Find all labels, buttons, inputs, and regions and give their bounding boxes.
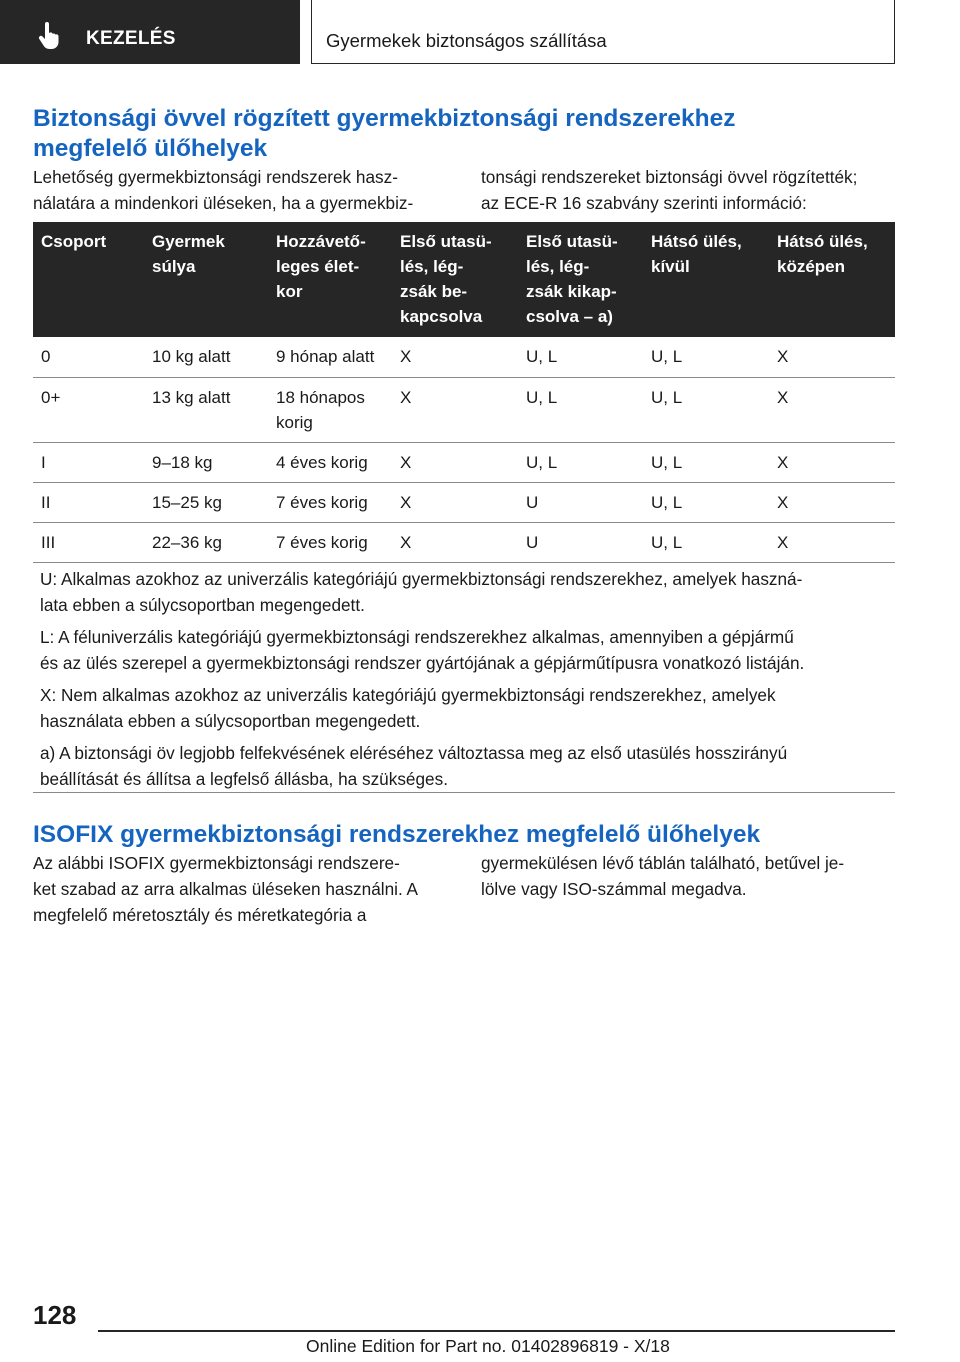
cell-front-airbag-on: X <box>392 377 518 442</box>
cell-front-airbag-on: X <box>392 522 518 562</box>
cell-front-airbag-off: U, L <box>518 442 643 482</box>
cell-weight: 10 kg alatt <box>144 337 268 377</box>
cell-front-airbag-on: X <box>392 482 518 522</box>
text-line: gyermekülésen lévő táblán található, betűvel je- <box>481 853 845 873</box>
table-row <box>33 337 895 377</box>
note-a: a) A biztonsági öv legjobb felfekvésének eléréséhez változtassa meg az első utasülés hosszirányú beállítását és állítsa a legfelső állásba, ha szükséges. <box>40 743 788 789</box>
divider <box>33 792 895 793</box>
text-line: ket szabad az arra alkalmas üléseken használni. A <box>33 879 419 899</box>
cell-rear-middle: X <box>769 377 895 442</box>
cell-group: 0 <box>33 337 144 377</box>
note-l: L: A féluniverzális kategóriájú gyermekbiztonsági rendszerekhez alkalmas, amennyiben a gépjármű és az ülés szerepel a gyermekbiztonsági rendszer gyártójának a gépjárműtípusra vonatkozó listáján. <box>40 627 805 673</box>
cell-age: 4 éves korig <box>268 442 392 482</box>
text-line: lölve vagy ISO-számmal megadva. <box>481 879 747 899</box>
cell-weight: 9–18 kg <box>144 442 268 482</box>
cell-age: 9 hónap alatt <box>268 337 392 377</box>
cell-front-airbag-on: X <box>392 442 518 482</box>
table-notes <box>40 566 890 798</box>
cell-age: 18 hónapos korig <box>268 377 392 442</box>
page-number: 128 <box>33 1300 77 1330</box>
edition-text: Online Edition for Part no. 01402896819 - X/18 <box>306 1336 670 1356</box>
cell-front-airbag-off: U, L <box>518 377 643 442</box>
cell-rear-outer: U, L <box>643 522 769 562</box>
cell-front-airbag-on: X <box>392 337 518 377</box>
hand-pointer-icon <box>38 22 62 50</box>
cell-front-airbag-off: U <box>518 482 643 522</box>
cell-front-airbag-off: U, L <box>518 337 643 377</box>
cell-group: II <box>33 482 144 522</box>
intro-text-left <box>33 164 413 216</box>
cell-group: 0+ <box>33 377 144 442</box>
seat-suitability-table <box>33 222 895 563</box>
text-line: nálatára a mindenkori üléseken, ha a gyermekbiz- <box>33 193 414 213</box>
cell-rear-outer: U, L <box>643 442 769 482</box>
cell-age: 7 éves korig <box>268 482 392 522</box>
section-tab <box>0 0 300 64</box>
text-line: tonsági rendszereket biztonsági övvel rögzítették; <box>481 167 858 187</box>
intro-text-right <box>481 164 857 216</box>
cell-rear-middle: X <box>769 482 895 522</box>
isofix-text-right <box>481 850 844 902</box>
heading-line: megfelelő ülőhelyek <box>33 135 268 162</box>
footer-divider <box>98 1330 895 1332</box>
cell-group: I <box>33 442 144 482</box>
cell-rear-outer: U, L <box>643 377 769 442</box>
cell-rear-outer: U, L <box>643 337 769 377</box>
text-line: megfelelő méretosztály és méretkategória a <box>33 905 367 925</box>
header-cell-age: Hozzávető- leges élet- kor <box>268 222 392 337</box>
section-heading-isofix <box>33 820 760 850</box>
section-heading-belt-seats <box>33 104 736 164</box>
table-row <box>33 522 895 562</box>
table-row <box>33 442 895 482</box>
note-x: X: Nem alkalmas azokhoz az univerzális kategóriájú gyermekbiztonsági rendszerekhez, amelyek használata ebben a súlycsoportban megengedett. <box>40 685 776 731</box>
text-line: Az alábbi ISOFIX gyermekbiztonsági rendszere- <box>33 853 400 873</box>
header-cell-front-airbag-on: Első utasü- lés, lég- zsák be- kapcsolva <box>392 222 518 337</box>
table-row <box>33 377 895 442</box>
cell-weight: 22–36 kg <box>144 522 268 562</box>
text-line: az ECE-R 16 szabvány szerinti információ: <box>481 193 807 213</box>
cell-rear-middle: X <box>769 337 895 377</box>
header-cell-rear-middle: Hátsó ülés, középen <box>769 222 895 337</box>
isofix-text-left <box>33 850 418 928</box>
table-header-row <box>33 222 895 337</box>
header-cell-front-airbag-off: Első utasü- lés, lég- zsák kikap- csolva – a) <box>518 222 643 337</box>
section-label: KEZELÉS <box>86 28 176 49</box>
header-cell-rear-outer: Hátsó ülés, kívül <box>643 222 769 337</box>
cell-rear-middle: X <box>769 442 895 482</box>
cell-rear-middle: X <box>769 522 895 562</box>
heading-line: ISOFIX gyermekbiztonsági rendszerekhez megfelelő ülőhelyek <box>33 821 761 848</box>
cell-front-airbag-off: U <box>518 522 643 562</box>
text-line: Lehetőség gyermekbiztonsági rendszerek hasz- <box>33 167 398 187</box>
cell-weight: 15–25 kg <box>144 482 268 522</box>
cell-rear-outer: U, L <box>643 482 769 522</box>
cell-group: III <box>33 522 144 562</box>
note-u: U: Alkalmas azokhoz az univerzális kategóriájú gyermekbiztonsági rendszerekhez, amelyek haszná- lata ebben a súlycsoportban megengedett. <box>40 569 803 615</box>
cell-age: 7 éves korig <box>268 522 392 562</box>
header-cell-group: Csoport <box>33 222 144 337</box>
chapter-header <box>311 0 895 64</box>
cell-weight: 13 kg alatt <box>144 377 268 442</box>
chapter-title: Gyermekek biztonságos szállítása <box>326 30 607 51</box>
heading-line: Biztonsági övvel rögzített gyermekbiztonsági rendszerekhez <box>33 105 736 132</box>
table-row <box>33 482 895 522</box>
header-cell-weight: Gyermek súlya <box>144 222 268 337</box>
